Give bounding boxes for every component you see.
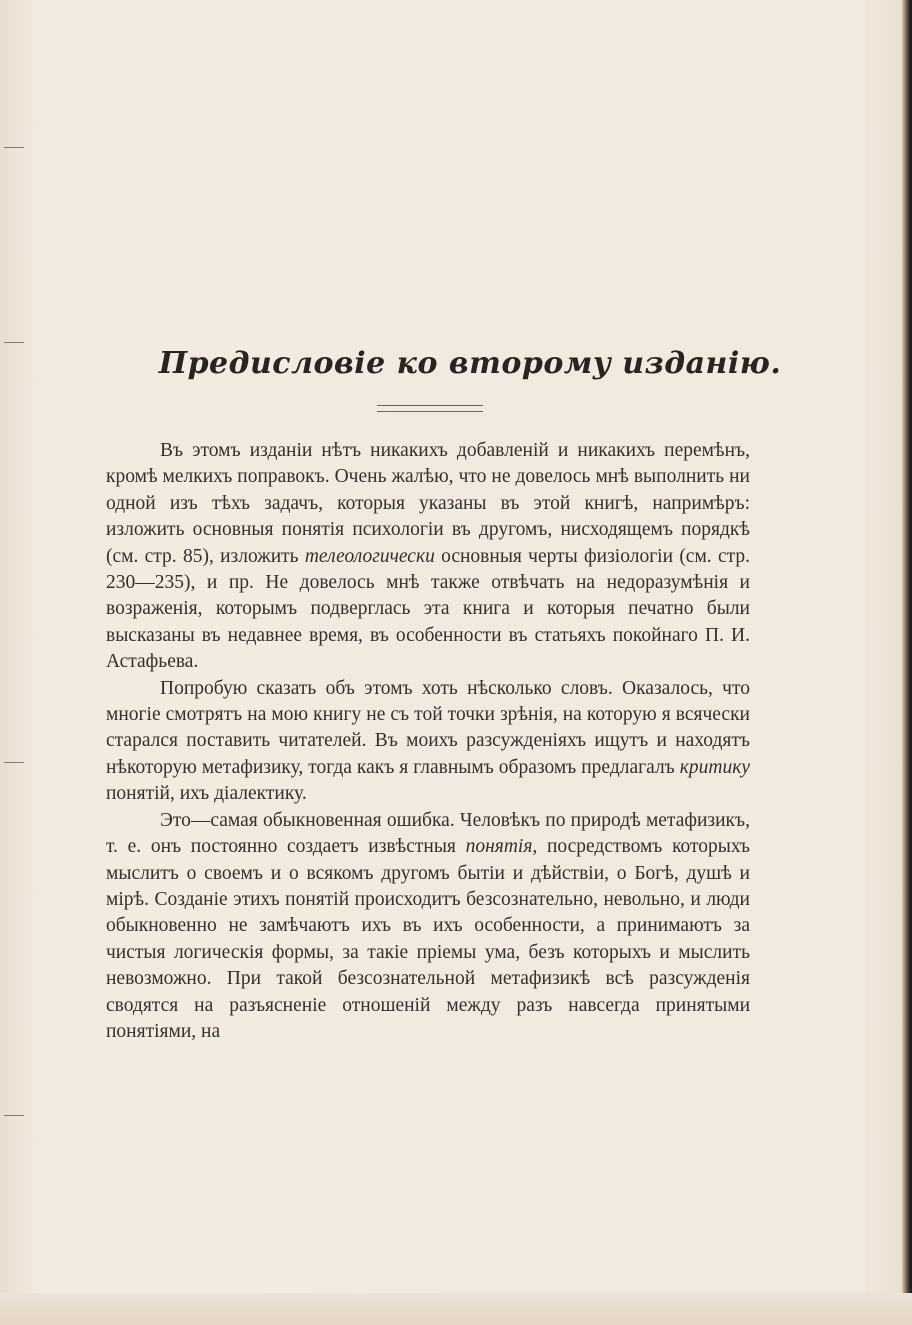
page-edge-shadow [902, 0, 912, 1325]
text-run: Это—самая обыкновенная ошибка. Человѣкъ по природѣ метафизикъ, т. е. онъ постоянно создаетъ извѣстныя [106, 809, 750, 858]
paragraph [106, 808, 750, 1046]
body-text [106, 438, 750, 1045]
text-run: основныя черты физіологіи (см. стр. 230—235), и пр. Не довелось мнѣ также отвѣчать на недоразумѣнія и возраженія, которымъ подверглась эта книга и которыя печатно были высказаны въ недавнее время, въ особенности въ статьяхъ покойнаго П. И. Астафьева. [106, 545, 750, 673]
paragraph [106, 438, 750, 676]
text-run: понятій, ихъ діалектику. [106, 783, 307, 805]
title-divider [377, 405, 483, 412]
text-run: , посредствомъ которыхъ мыслитъ о своемъ и о всякомъ другомъ бытіи и дѣйствіи, о Богѣ, душѣ и мірѣ. Созданіе этихъ понятій происходитъ безсознательно, невольно, и люди обыкновенно не замѣчаютъ ихъ въ ихъ особенности, а принимаютъ за чистыя логическія формы, за такіе пріемы ума, безъ которыхъ и мыслить невозможно. При такой безсознательной метафизикѣ всѣ разсужденія сводятся на разъясненіе отношеній между разъ навсегда принятыми понятіями, на [106, 836, 751, 1042]
italic-run: телеологически [304, 545, 435, 567]
margin-mark [4, 1115, 24, 1116]
text-run: Въ этомъ изданіи нѣтъ никакихъ добавленій и никакихъ перемѣнъ, кромѣ мелкихъ поправокъ. Очень жалѣю, что не довелось мнѣ выполнить ни одной изъ тѣхъ задачъ, которыя указаны въ этой книгѣ, напримѣръ: изложить основныя понятія психологіи въ другомъ, нисходящемъ порядкѣ (см. стр. 85), изложить [106, 440, 750, 567]
italic-run: понятія [465, 836, 533, 858]
margin-mark [4, 147, 24, 148]
paragraph [106, 676, 750, 808]
margin-mark [4, 762, 24, 763]
bottom-margin-strip [0, 1293, 912, 1325]
text-run: Попробую сказать объ этомъ хоть нѣсколько словъ. Оказалось, что многіе смотрятъ на мою книгу не съ той точки зрѣнія, на которую я всячески старался поставить читателей. Въ моихъ разсужденіяхъ ищутъ и находятъ нѣкоторую метафизику, тогда какъ я главнымъ образомъ предлагалъ [106, 677, 750, 778]
margin-mark [4, 342, 24, 343]
italic-run: критику [679, 756, 750, 778]
page-title: Предисловіе ко второму изданію. [158, 346, 782, 381]
